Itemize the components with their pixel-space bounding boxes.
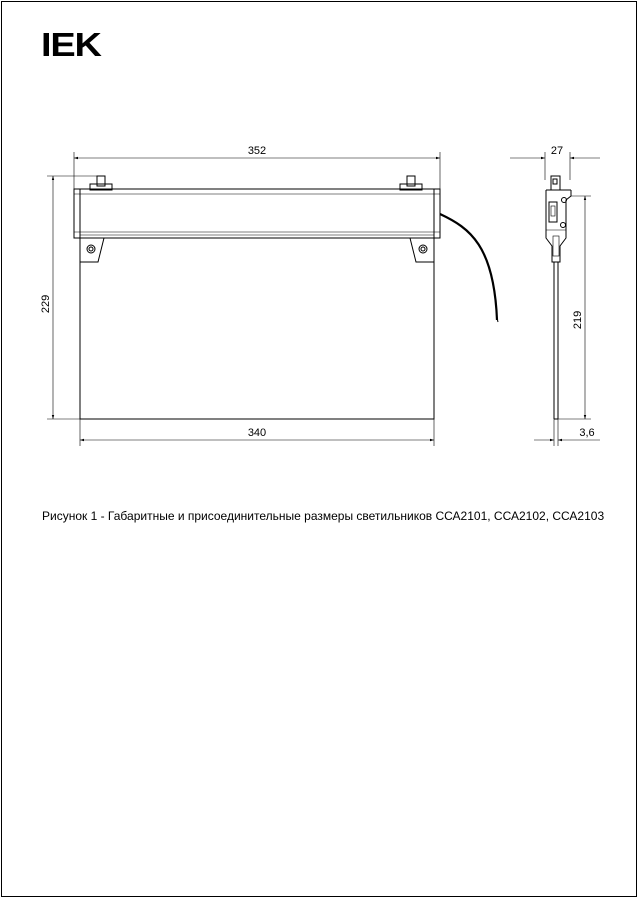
mounting-clip-left (90, 176, 112, 190)
dimension-panel-width (80, 419, 434, 446)
dim-label-340: 340 (247, 427, 267, 439)
power-cable (440, 214, 497, 320)
sign-panel (80, 238, 434, 419)
dimension-overall-height (40, 176, 104, 419)
dim-label-219: 219 (572, 310, 584, 330)
side-housing (546, 190, 571, 262)
dimension-side-depth (510, 145, 600, 180)
luminaire-housing (74, 189, 440, 238)
side-view (510, 145, 600, 446)
figure-caption: Рисунок 1 - Габаритные и присоединительные размеры светильников ССА2101, ССА2102, ССА2103 (42, 509, 605, 523)
bracket-ear-right (410, 238, 434, 262)
side-clip (546, 176, 571, 190)
dim-label-27: 27 (550, 145, 564, 157)
dimension-panel-thickness (534, 419, 600, 446)
iek-logo: IEK (41, 26, 101, 63)
dimension-overall-width (74, 145, 440, 190)
dim-label-352: 352 (247, 145, 267, 157)
dimension-side-height (558, 196, 591, 419)
dim-label-229: 229 (40, 294, 52, 314)
front-view (40, 145, 498, 446)
bracket-ear-left (80, 238, 104, 262)
dim-label-3-6: 3,6 (579, 427, 595, 439)
side-panel-edge (554, 262, 558, 419)
mounting-clip-right (400, 176, 422, 190)
